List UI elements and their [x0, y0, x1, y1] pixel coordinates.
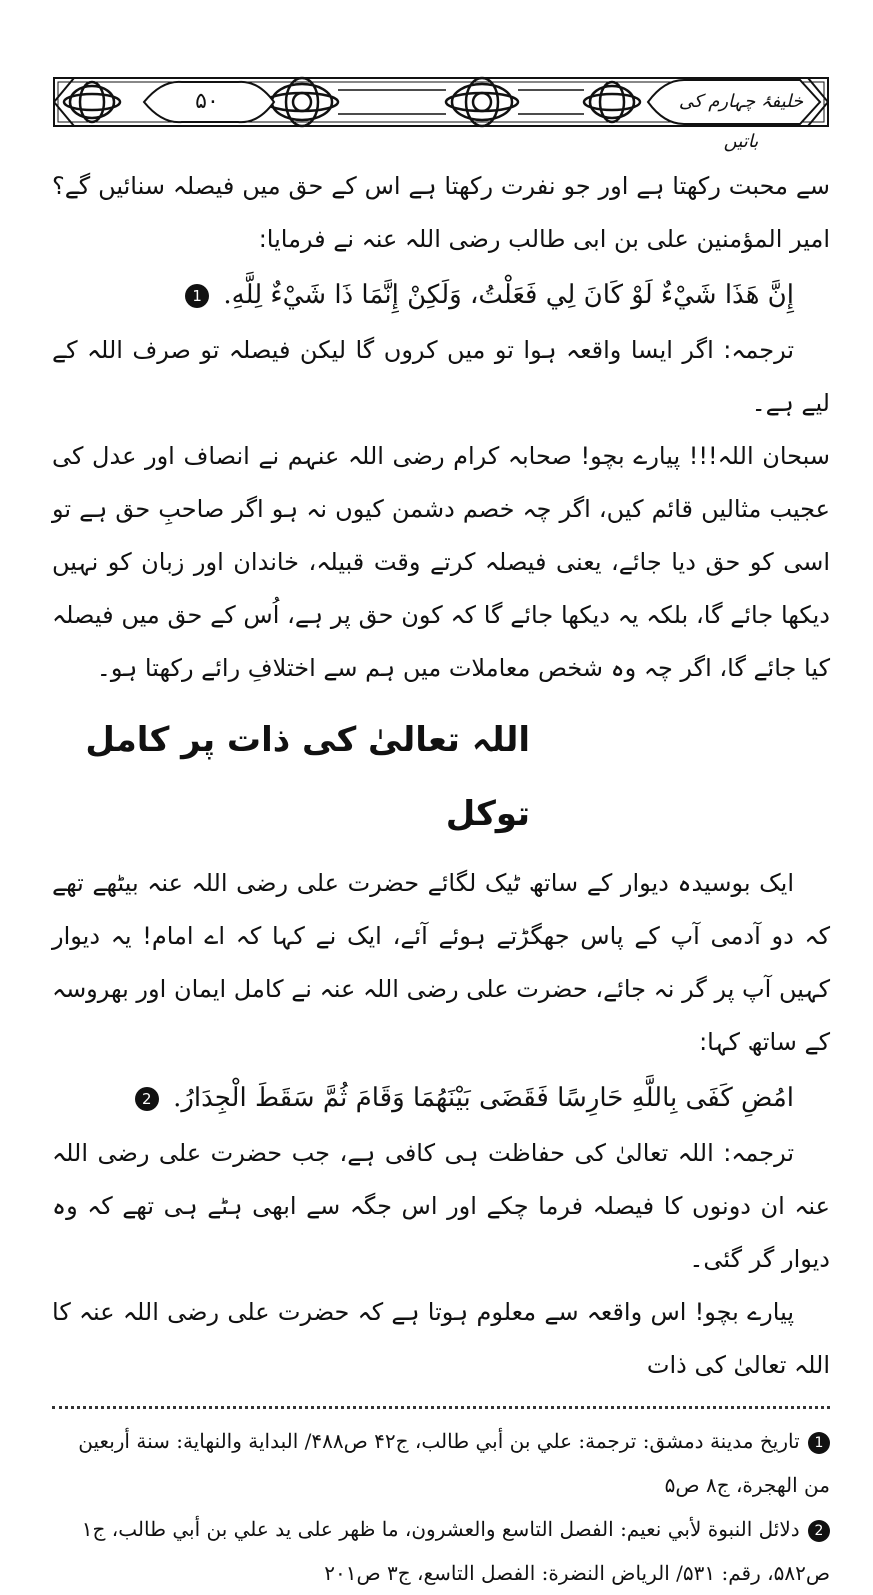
footnote-text: تاريخ مدينة دمشق: ترجمة: علي بن أبي طالب، ج۴۲ ص۴۸۸/ البداية والنهاية: سنة أربعين من الهجرة، ج۸ ص۵: [78, 1429, 830, 1497]
paragraph: سے محبت رکھتا ہے اور جو نفرت رکھتا ہے اس کے حق میں فیصلہ سنائیں گے؟ امیر المؤمنین علی بن ابی طالب رضی اللہ عنہ نے فرمایا:: [52, 172, 830, 253]
arabic-quote: [52, 1069, 830, 1127]
footnote-marker: 2: [135, 1087, 159, 1111]
translation: ترجمہ: اللہ تعالیٰ کی حفاظت ہی کافی ہے، جب حضرت علی رضی اللہ عنہ ان دونوں کا فیصلہ فرما چکے اور اس جگہ سے ابھی ہٹے ہی تھے کہ وہ دیوار گر گئی۔: [52, 1139, 830, 1273]
arabic-quote: [52, 266, 830, 324]
page-body: [52, 160, 830, 1595]
footnote-text: دلائل النبوة لأبي نعيم: الفصل التاسع والعشرون، ما ظهر على يد علي بن أبي طالب، ج۱ ص۵۸۲، رقم: ۵۳۱/ الرياض النضرة: الفصل التاسع، ج۳ ص۲۰۱: [81, 1517, 830, 1585]
footnote-divider: [52, 1406, 830, 1409]
paragraph: ایک بوسیدہ دیوار کے ساتھ ٹیک لگائے حضرت علی رضی اللہ عنہ بیٹھے تھے کہ دو آدمی آپ کے پاس جھگڑتے ہوئے آئے، ایک نے کہا کہ اے امام! یہ دیوار کہیں آپ پر گر نہ جائے، حضرت علی رضی اللہ عنہ نے کامل ایمان اور بھروسہ کے ساتھ کہا:: [52, 869, 830, 1056]
footnote-marker: 1: [185, 284, 209, 308]
footnote: [52, 1507, 830, 1595]
section-heading: اللہ تعالیٰ کی ذات پر کامل توکل: [85, 720, 530, 834]
paragraph: سبحان اللہ!!! پیارے بچو! صحابہ کرام رضی اللہ عنہم نے انصاف اور عدل کی عجیب مثالیں قائم کیں، اگر چہ خصم دشمن کیوں نہ ہو اگر صاحبِ حق ہے تو اسی کو حق دیا جائے، یعنی فیصلہ کرتے وقت قبیلہ، خاندان اور زبان کو نہیں دیکھا جائے گا، بلکہ یہ دیکھا جائے گا کہ کون حق پر ہے، اُس کے حق میں فیصلہ کیا جائے گا، اگر چہ وہ شخص معاملات میں ہم سے اختلافِ رائے رکھتا ہو۔: [52, 442, 830, 682]
arabic-quote-text: إِنَّ هَذَا شَيْءٌ لَوْ كَانَ لِي فَعَلْتُ، وَلَكِنْ إِنَّمَا ذَا شَيْءٌ لِلَّهِ.: [223, 280, 794, 310]
footnote: [52, 1419, 830, 1507]
ornamental-header: [52, 70, 830, 152]
footnote-number: 2: [808, 1520, 830, 1542]
page-number: ۵۰: [195, 89, 219, 114]
paragraph: پیارے بچو! اس واقعہ سے معلوم ہوتا ہے کہ حضرت علی رضی اللہ عنہ کا اللہ تعالیٰ کی ذات: [52, 1298, 830, 1379]
footnote-number: 1: [808, 1432, 830, 1454]
translation: ترجمہ: اگر ایسا واقعہ ہوا تو میں کروں گا لیکن فیصلہ تو صرف اللہ کے لیے ہے۔: [52, 336, 830, 417]
arabic-quote-text: امُضِ كَفَى بِاللَّهِ حَارِسًا فَقَضَى بَيْنَهُمَا وَقَامَ ثُمَّ سَقَطَ الْجِدَارُ.: [173, 1083, 794, 1113]
running-title: خلیفۂ چہارم کی باتیں: [678, 91, 804, 152]
